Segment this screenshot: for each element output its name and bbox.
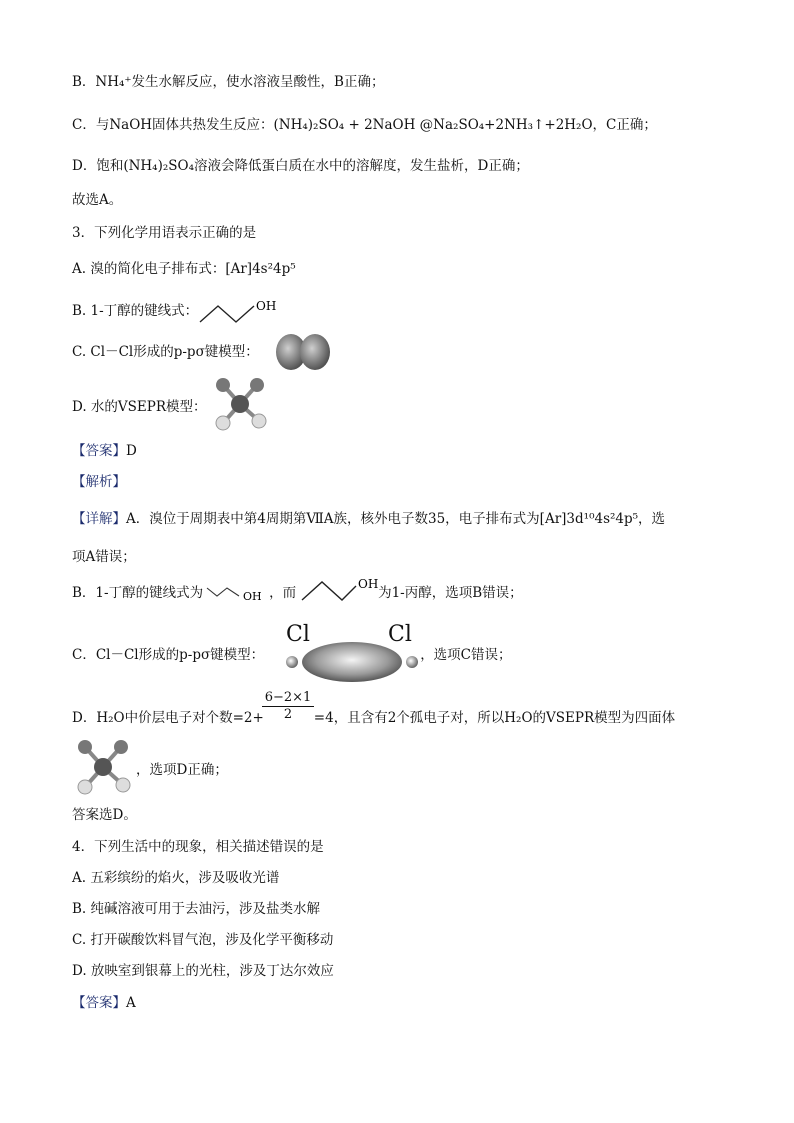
butanol-skeletal-small-icon — [205, 578, 271, 606]
answer2-tag: 【答案】 — [72, 995, 126, 1011]
question-3: 3．下列化学用语表示正确的是 — [72, 225, 257, 241]
water-vsepr-model-icon — [212, 376, 268, 432]
q4-option-a: A. 五彩缤纷的焰火，涉及吸收光谱 — [72, 870, 280, 886]
water-vsepr-model-icon-2 — [74, 738, 132, 796]
detail-a2-line: 项A错误； — [72, 549, 136, 565]
answer-value: D — [126, 443, 137, 459]
answer2-line — [72, 993, 136, 1013]
choose-a-line: 故选A。 — [72, 192, 123, 208]
answer-line — [72, 441, 137, 461]
analysis-tag: 【解析】 — [72, 474, 126, 490]
answer-tag: 【答案】 — [72, 443, 126, 459]
fraction-numerator: 6−2×1 — [262, 690, 314, 707]
detail-b-mid: ，而 — [269, 585, 297, 601]
option-b-line: B．NH₄⁺发生水解反应，使水溶液呈酸性，B正确； — [72, 74, 385, 90]
q4-option-d: D. 放映室到银幕上的光柱，涉及丁达尔效应 — [72, 963, 334, 979]
q3-option-a: A. 溴的简化电子排布式：[Ar]4s²4p⁵ — [72, 261, 296, 277]
answer2-value: A — [126, 995, 136, 1011]
option-c-line: C．与NaOH固体共热发生反应：(NH₄)₂SO₄ + 2NaOH @Na₂SO₄+2NH₃↑+2H₂O，C正确； — [72, 117, 657, 133]
fraction — [262, 690, 314, 722]
p-orbital-model-icon — [274, 332, 334, 372]
choose-d-line: 答案选D。 — [72, 807, 137, 823]
detail-tag: 【详解】 — [72, 511, 126, 527]
detail-d-end: ，选项D正确； — [136, 762, 228, 778]
oh-label-3: OH — [358, 577, 379, 591]
q3-option-d: D. 水的VSEPR模型： — [72, 399, 207, 415]
sigma-bond-model-icon — [282, 640, 422, 684]
detail-a-line — [72, 509, 665, 529]
fraction-denominator: 2 — [283, 707, 293, 722]
oh-label-2: OH — [243, 590, 262, 603]
cl-left-label: Cl — [286, 622, 310, 647]
question-4: 4．下列生活中的现象，相关描述错误的是 — [72, 839, 324, 855]
detail-d-pre: D．H₂O中价层电子对个数=2+ — [72, 710, 264, 726]
cl-right-label: Cl — [388, 622, 412, 647]
detail-b-post: 为1-丙醇，选项B错误； — [378, 585, 523, 601]
option-d-line: D．饱和(NH₄)₂SO₄溶液会降低蛋白质在水中的溶解度，发生盐析，D正确； — [72, 158, 529, 174]
q3-option-c: C. Cl－Cl形成的p-pσ键模型： — [72, 344, 259, 360]
butanol-skeletal-icon — [198, 298, 288, 326]
q4-option-b: B. 纯碱溶液可用于去油污，涉及盐类水解 — [72, 901, 321, 917]
detail-c-post: ，选项C错误； — [420, 647, 512, 663]
q3-option-b: B. 1-丁醇的键线式： — [72, 303, 199, 319]
oh-label: OH — [256, 299, 277, 313]
analysis-line — [72, 472, 126, 492]
detail-d-line — [72, 708, 675, 728]
q4-option-c: C. 打开碳酸饮料冒气泡，涉及化学平衡移动 — [72, 932, 334, 948]
propanol-skeletal-icon — [298, 572, 382, 606]
detail-b-pre: B．1-丁醇的键线式为 — [72, 585, 204, 601]
detail-c-pre: C．Cl－Cl形成的p-pσ键模型： — [72, 647, 265, 663]
detail-a-text: A．溴位于周期表中第4周期第ⅦA族，核外电子数35，电子排布式为[Ar]3d¹⁰4s²4p⁵，选 — [126, 511, 666, 527]
detail-d-post: =4，且含有2个孤电子对，所以H₂O的VSEPR模型为四面体 — [313, 710, 676, 726]
